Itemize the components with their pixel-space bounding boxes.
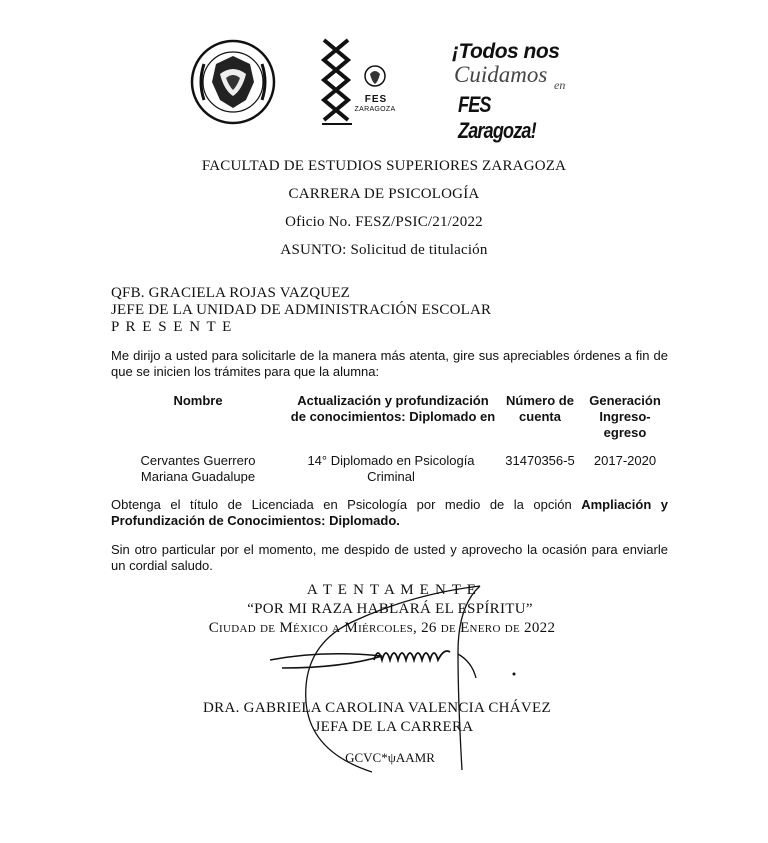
addressee-name: QFB. GRACIELA ROJAS VAZQUEZ: [111, 285, 351, 301]
closing-paragraph: Sin otro particular por el momento, me despido de usted y aprovecho la ocasión para enviarle un cordial saludo.: [111, 542, 668, 573]
slogan-line1: ¡Todos nos: [452, 40, 560, 63]
unam-seal: [190, 34, 276, 130]
asunto-line: [0, 242, 768, 259]
table-header-generation: Generación Ingreso-egreso: [589, 393, 661, 440]
fes-zaragoza-logo: [318, 36, 396, 128]
table-row-diploma: 14° Diplomado en Psicología Criminal: [307, 453, 475, 484]
asunto-label: ASUNTO:: [280, 242, 347, 258]
obtain-paragraph: [111, 497, 668, 529]
table-header-name: Nombre: [173, 393, 223, 408]
slogan-script: Cuidamos: [454, 62, 548, 87]
obtain-bold: Ampliación y Profundización de Conocimientos: Diplomado.: [111, 497, 668, 528]
table-header-account: Número de cuenta: [506, 393, 574, 424]
initials: GCVC*ψAAMR: [345, 750, 435, 765]
place-date: Ciudad de México a Miércoles, 26 de Enero de 2022: [208, 620, 556, 636]
addressee-position: JEFE DE LA UNIDAD DE ADMINISTRACIÓN ESCOLAR: [111, 302, 492, 318]
fes-logo-line2: ZARAGOZA: [354, 106, 396, 113]
oficio-prefix: Oficio No.: [285, 214, 352, 230]
motto: “POR MI RAZA HABLARÁ EL ESPÍRITU”: [247, 601, 533, 617]
table-header-diploma: Actualización y profundización de conocimientos: Diplomado en: [290, 393, 496, 424]
table-row-account: 31470356-5: [505, 453, 575, 468]
slogan-logo: [450, 40, 590, 143]
atentamente: A T E N T A M E N T E: [306, 582, 478, 598]
obtain-prefix: Obtenga el título de Licenciada en Psicología por medio de la opción: [111, 497, 572, 512]
oficio-number: FESZ/PSIC/21/2022: [355, 214, 483, 230]
table-row-generation: 2017-2020: [593, 453, 657, 468]
addressee-presente: P R E S E N T E: [111, 319, 233, 335]
oficio-line: [0, 214, 768, 231]
signer-title: JEFA DE LA CARRERA: [314, 719, 474, 735]
career-heading: CARRERA DE PSICOLOGÍA: [288, 186, 480, 202]
slogan-en: en: [554, 78, 566, 92]
asunto-text: Solicitud de titulación: [350, 242, 488, 258]
intro-paragraph: Me dirijo a usted para solicitarle de la manera más atenta, gire sus apreciables órdenes a fin de que se inicien los trámites para que la alumna:: [111, 348, 668, 379]
faculty-heading: FACULTAD DE ESTUDIOS SUPERIORES ZARAGOZA: [201, 158, 567, 174]
fes-logo-line1: FES: [364, 94, 388, 105]
signer-name: DRA. GABRIELA CAROLINA VALENCIA CHÁVEZ: [203, 700, 551, 716]
addressee-block: [111, 285, 671, 336]
table-row-name: Cervantes Guerrero Mariana Guadalupe: [140, 453, 256, 484]
slogan-line3: FES Zaragoza!: [458, 92, 536, 143]
